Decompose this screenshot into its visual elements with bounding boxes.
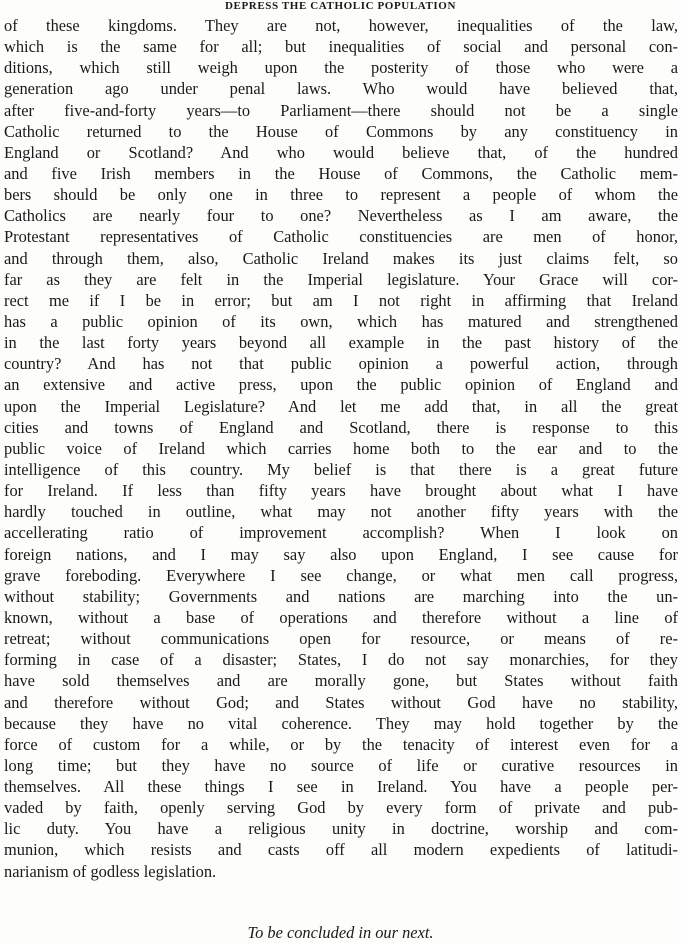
text-line: themselves. All these things I see in Ireland. You have a people per- — [4, 777, 678, 797]
text-line: known, without a base of operations and therefore without a line of — [4, 607, 678, 627]
text-line: Catholics are nearly four to one? Nevertheless as I am aware, the — [4, 206, 678, 226]
text-line: and therefore without God; and States without God have no stability, — [4, 692, 678, 712]
text-line: Catholic returned to the House of Commons by any constituency in — [4, 121, 678, 141]
text-line: England or Scotland? And who would believe that, of the hundred — [4, 142, 678, 162]
text-line: cities and towns of England and Scotland, there is response to this — [4, 417, 678, 437]
article-body — [4, 15, 678, 882]
text-line: intelligence of this country. My belief is that there is a great future — [4, 459, 678, 479]
text-line: hardly touched in outline, what may not another fifty years with the — [4, 502, 678, 522]
text-line: public voice of Ireland which carries home both to the ear and to the — [4, 438, 678, 458]
text-line: for Ireland. If less than fifty years have brought about what I have — [4, 481, 678, 501]
text-line: after five-and-forty years—to Parliament—there should not be a single — [4, 100, 678, 120]
continuation-note: To be concluded in our next. — [247, 923, 434, 942]
text-line: because they have no vital coherence. They may hold together by the — [4, 713, 678, 733]
running-header: DEPRESS THE CATHOLIC POPULATION — [225, 0, 456, 12]
text-line: without stability; Governments and nations are marching into the un- — [4, 586, 678, 606]
text-line: accellerating ratio of improvement accomplish? When I look on — [4, 523, 678, 543]
text-line: which is the same for all; but inequalities of social and personal con- — [4, 37, 678, 57]
text-line: grave foreboding. Everywhere I see change, or what men call progress, — [4, 565, 678, 585]
text-line: narianism of godless legislation. — [4, 861, 217, 881]
text-line: in the last forty years beyond all example in the past history of the — [4, 333, 678, 353]
text-line: have sold themselves and are morally gone, but States without faith — [4, 671, 678, 691]
text-line: and through them, also, Catholic Ireland makes its just claims felt, so — [4, 248, 678, 268]
text-line: retreat; without communications open for resource, or means of re- — [4, 629, 678, 649]
text-line: an extensive and active press, upon the public opinion of England and — [4, 375, 678, 395]
text-line: and five Irish members in the House of Commons, the Catholic mem- — [4, 163, 678, 183]
text-line: force of custom for a while, or by the tenacity of interest even for a — [4, 734, 678, 754]
text-line: vaded by faith, openly serving God by every form of private and pub- — [4, 798, 678, 818]
text-line: rect me if I be in error; but am I not right in affirming that Ireland — [4, 290, 678, 310]
text-line: forming in case of a disaster; States, I do not say monarchies, for they — [4, 650, 678, 670]
text-line: upon the Imperial Legislature? And let me add that, in all the great — [4, 396, 678, 416]
text-line: of these kingdoms. They are not, however, inequalities of the law, — [4, 16, 678, 35]
text-line: ditions, which still weigh upon the posterity of those who were a — [4, 58, 678, 78]
text-line: munion, which resists and casts off all modern expedients of latitudi- — [4, 840, 678, 860]
text-line: Protestant representatives of Catholic constituencies are men of honor, — [4, 227, 678, 247]
text-line: lic duty. You have a religious unity in doctrine, worship and com- — [4, 819, 678, 839]
text-line: bers should be only one in three to represent a people of whom the — [4, 185, 678, 205]
text-line: country? And has not that public opinion a powerful action, through — [4, 354, 678, 374]
text-line: far as they are felt in the Imperial legislature. Your Grace will cor- — [4, 269, 678, 289]
text-line: generation ago under penal laws. Who would have believed that, — [4, 79, 678, 99]
text-line: foreign nations, and I may say also upon England, I see cause for — [4, 544, 678, 564]
text-line: has a public opinion of its own, which has matured and strengthened — [4, 311, 678, 331]
text-line: long time; but they have no source of life or curative resources in — [4, 755, 678, 775]
